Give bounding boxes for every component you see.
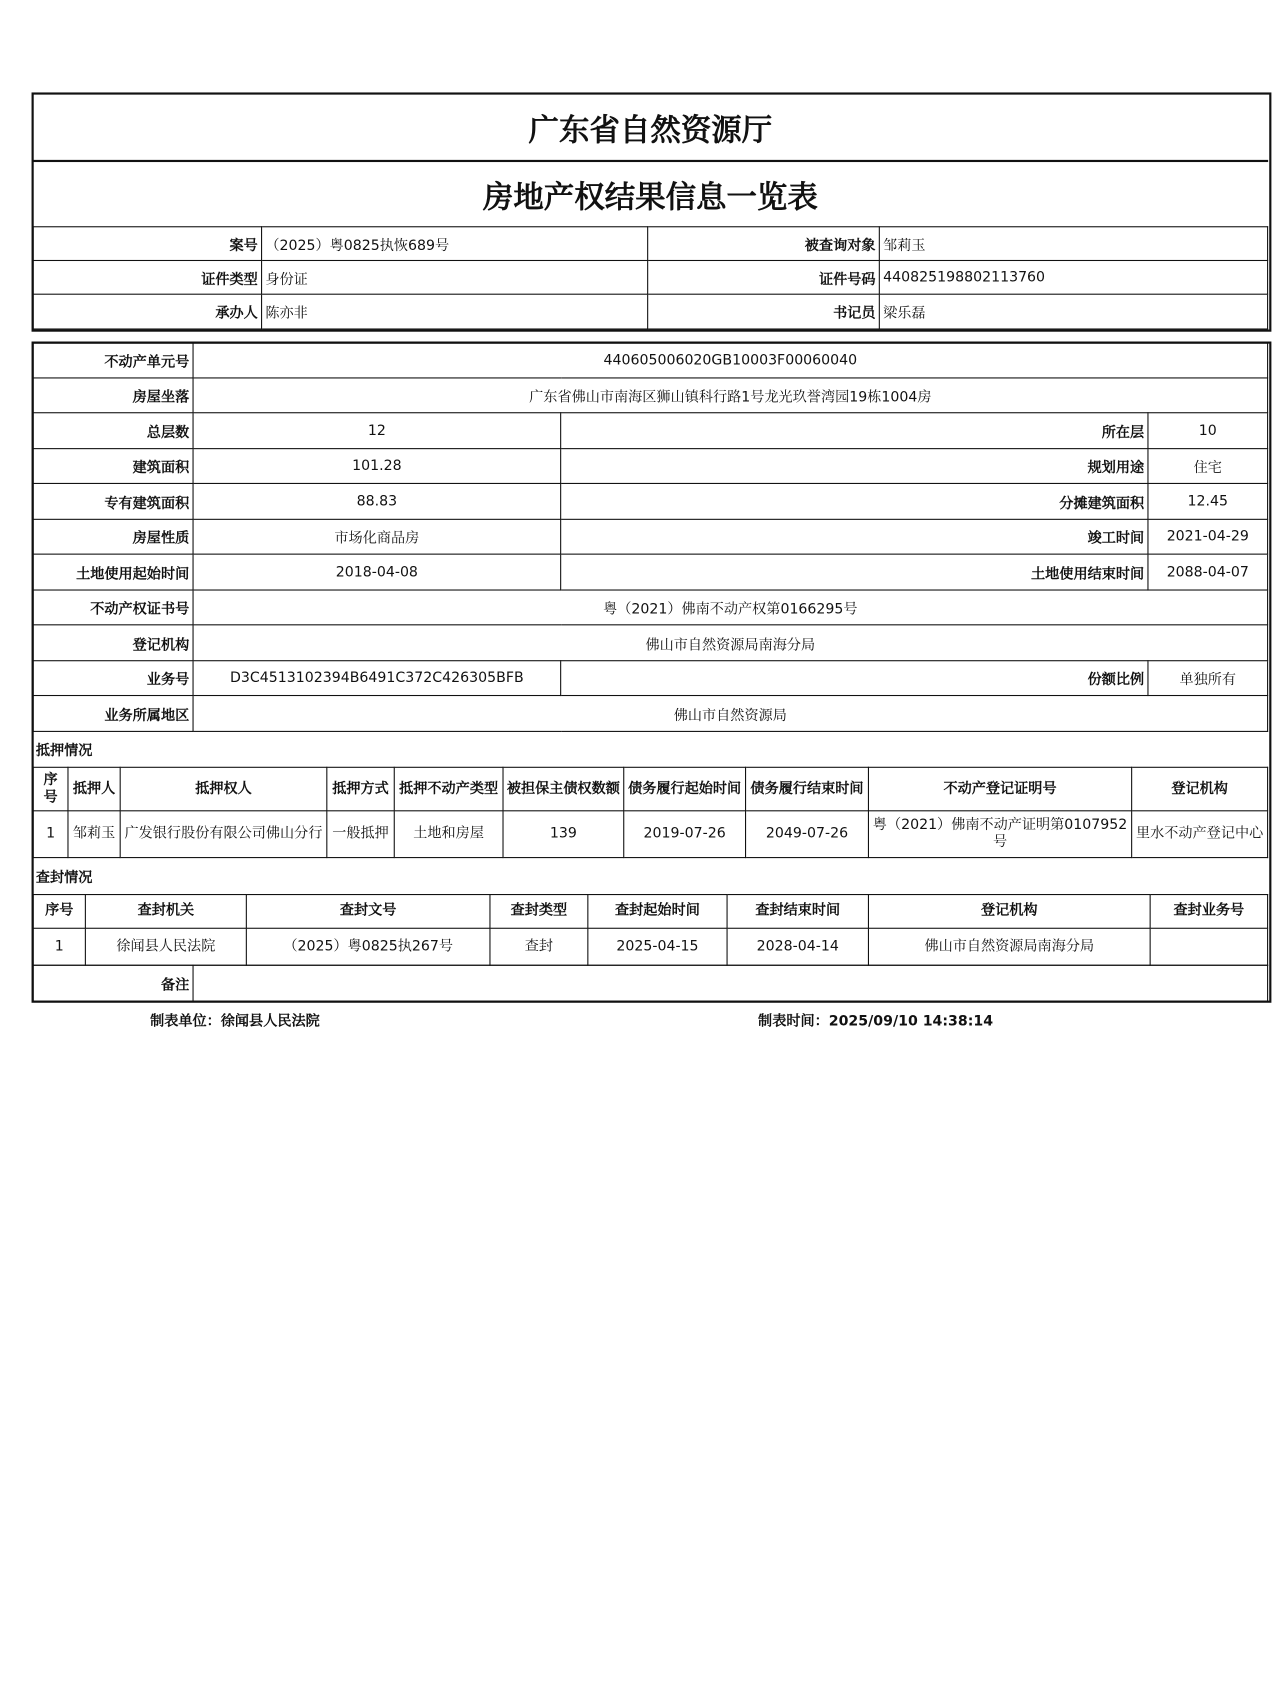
- total-floors: 12: [193, 413, 561, 449]
- table-cell: 里水不动产登记中心: [1132, 811, 1268, 858]
- column-header: 序号: [33, 895, 85, 929]
- handler-label: 承办人: [33, 294, 261, 329]
- table-cell: 139: [503, 811, 624, 858]
- column-header: 查封业务号: [1150, 895, 1267, 929]
- case-no: （2025）粤0825执恢689号: [262, 227, 648, 261]
- floor-label: 所在层: [561, 413, 1148, 449]
- divider: [33, 160, 1269, 162]
- handler: 陈亦非: [262, 294, 648, 329]
- biz-no-label: 业务号: [33, 661, 193, 696]
- land-end: 2088-04-07: [1148, 554, 1268, 590]
- unit-no: 440605006020GB10003F00060040: [193, 343, 1268, 378]
- id-no-label: 证件号码: [648, 260, 880, 294]
- mortgage-section-title: 抵押情况: [35, 742, 93, 760]
- table-cell: 徐闻县人民法院: [85, 928, 246, 965]
- remarks-table: [33, 965, 1269, 1002]
- column-header: 抵押权人: [120, 767, 327, 811]
- column-header: 抵押方式: [327, 767, 394, 811]
- column-header: 序号: [33, 767, 68, 811]
- unit-no-label: 不动产单元号: [33, 343, 193, 378]
- id-type-label: 证件类型: [33, 260, 261, 294]
- column-header: 被担保主债权数额: [503, 767, 624, 811]
- column-header: 抵押不动产类型: [394, 767, 503, 811]
- table-cell: 查封: [490, 928, 588, 965]
- nature-label: 房屋性质: [33, 519, 193, 554]
- reg-org: 佛山市自然资源局南海分局: [193, 625, 1268, 661]
- table-cell: 一般抵押: [327, 811, 394, 858]
- table-cell: 邹莉玉: [68, 811, 120, 858]
- case-info-table: [33, 226, 1269, 329]
- table-cell: 2019-07-26: [624, 811, 746, 858]
- footer-unit: 制表单位：徐闻县人民法院: [150, 1013, 320, 1030]
- seizure-section-title: 查封情况: [35, 870, 93, 887]
- mortgage-table: [33, 767, 1269, 858]
- column-header: 不动产登记证明号: [868, 767, 1131, 811]
- seizure-table: [33, 894, 1269, 966]
- table-cell: 佛山市自然资源局南海分局: [868, 928, 1150, 965]
- column-header: 债务履行起始时间: [624, 767, 746, 811]
- column-header: 查封文号: [246, 895, 490, 929]
- column-header: 查封起始时间: [588, 895, 727, 929]
- subject-label: 被查询对象: [648, 227, 880, 261]
- location-label: 房屋坐落: [33, 378, 193, 413]
- land-start: 2018-04-08: [193, 554, 561, 590]
- table-cell: [1150, 928, 1267, 965]
- private-area: 88.83: [193, 483, 561, 519]
- table-cell: 1: [33, 928, 85, 965]
- column-header: 登记机构: [1132, 767, 1268, 811]
- org-title: 广东省自然资源厅: [528, 112, 773, 148]
- id-type: 身份证: [262, 260, 648, 294]
- table-cell: 土地和房屋: [394, 811, 503, 858]
- column-header: 抵押人: [68, 767, 120, 811]
- table-cell: 2049-07-26: [746, 811, 869, 858]
- region-label: 业务所属地区: [33, 696, 193, 732]
- footer-time: 制表时间：2025/09/10 14:38:14: [758, 1013, 994, 1030]
- land-end-label: 土地使用结束时间: [561, 554, 1148, 590]
- floor: 10: [1148, 413, 1268, 449]
- table-cell: 2025-04-15: [588, 928, 727, 965]
- shared-area-label: 分摊建筑面积: [561, 483, 1148, 519]
- completion: 2021-04-29: [1148, 519, 1268, 554]
- id-no: 440825198802113760: [879, 260, 1267, 294]
- completion-label: 竣工时间: [561, 519, 1148, 554]
- column-header: 查封结束时间: [727, 895, 868, 929]
- land-start-label: 土地使用起始时间: [33, 554, 193, 590]
- clerk: 梁乐磊: [879, 294, 1267, 329]
- biz-no: D3C4513102394B6491C372C426305BFB: [193, 661, 561, 696]
- remarks-label: 备注: [33, 965, 193, 1001]
- column-header: 债务履行结束时间: [746, 767, 869, 811]
- share-label: 份额比例: [561, 661, 1148, 696]
- table-cell: 粤（2021）佛南不动产证明第0107952号: [868, 811, 1131, 858]
- clerk-label: 书记员: [648, 294, 880, 329]
- property-table: [33, 343, 1269, 732]
- total-floors-label: 总层数: [33, 413, 193, 449]
- area-label: 建筑面积: [33, 449, 193, 484]
- share: 单独所有: [1148, 661, 1268, 696]
- column-header: 查封类型: [490, 895, 588, 929]
- nature: 市场化商品房: [193, 519, 561, 554]
- case-no-label: 案号: [33, 227, 261, 261]
- region: 佛山市自然资源局: [193, 696, 1268, 732]
- subject: 邹莉玉: [879, 227, 1267, 261]
- table-cell: （2025）粤0825执267号: [246, 928, 490, 965]
- table-cell: 1: [33, 811, 68, 858]
- table-cell: 2028-04-14: [727, 928, 868, 965]
- remarks: [193, 965, 1268, 1001]
- page-title: 房地产权结果信息一览表: [482, 179, 818, 216]
- column-header: 查封机关: [85, 895, 246, 929]
- shared-area: 12.45: [1148, 483, 1268, 519]
- private-area-label: 专有建筑面积: [33, 483, 193, 519]
- location: 广东省佛山市南海区狮山镇科行路1号龙光玖誉湾园19栋1004房: [193, 378, 1268, 413]
- use-label: 规划用途: [561, 449, 1148, 484]
- area: 101.28: [193, 449, 561, 484]
- cert-label: 不动产权证书号: [33, 590, 193, 625]
- use: 住宅: [1148, 449, 1268, 484]
- table-cell: 广发银行股份有限公司佛山分行: [120, 811, 327, 858]
- cert: 粤（2021）佛南不动产权第0166295号: [193, 590, 1268, 625]
- reg-org-label: 登记机构: [33, 625, 193, 661]
- column-header: 登记机构: [868, 895, 1150, 929]
